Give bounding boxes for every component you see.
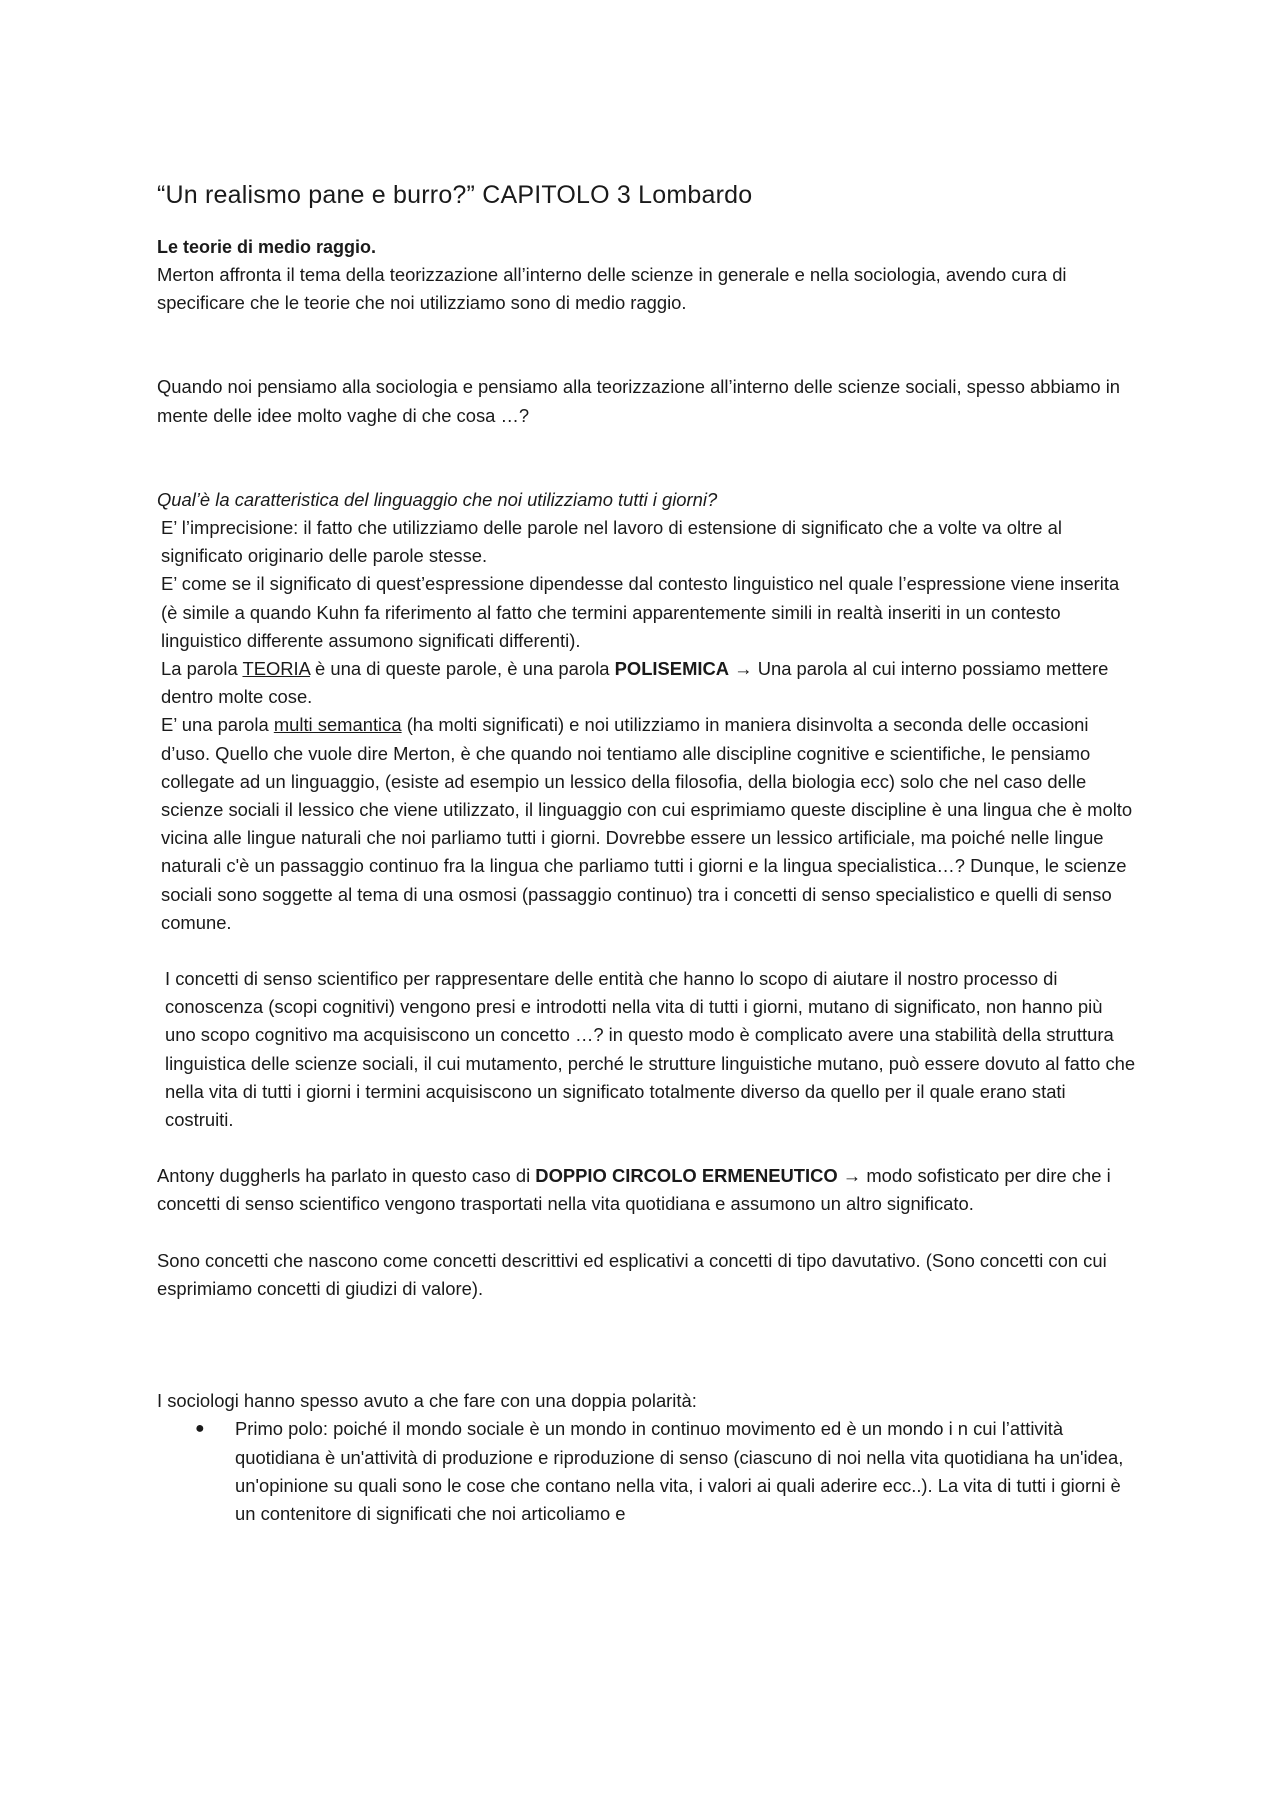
bullet-icon: ●: [195, 1420, 205, 1438]
teoria-middle: è una di queste parole, è una parola: [309, 658, 615, 680]
paragraph-come-se: E’ come se il significato di quest’espressione dipendesse dal contesto linguistico nel quale l’espressione viene inserita (è simile a quando Kuhn fa riferimento al fatto che termini apparentemente simili in realtà inseriti in un contesto linguistico differente assumono significati differenti).: [161, 573, 1120, 651]
multi-prefix: E’ una parola: [161, 714, 274, 736]
antony-suffix: → modo sofisticato per dire che i concetti di senso scientifico vengono trasportati nella vita quotidiana e assumono un altro significato.: [157, 1165, 1111, 1215]
teoria-suffix: → Una parola al cui interno possiamo mettere dentro molte cose.: [161, 658, 1109, 708]
paragraph-multi-semantica: [157, 711, 1137, 937]
antony-prefix: Antony duggherls ha parlato in questo caso di: [157, 1165, 536, 1187]
question-heading: Qual’è la caratteristica del linguaggio che noi utilizziamo tutti i giorni?: [157, 488, 718, 510]
paragraph-quando: Quando noi pensiamo alla sociologia e pensiamo alla teorizzazione all’interno delle scienze sociali, spesso abbiamo in mente delle idee molto vaghe di che cosa …?: [157, 376, 1121, 426]
paragraph-sociologi: I sociologi hanno spesso avuto a che fare con una doppia polarità:: [157, 1390, 697, 1412]
list-item: [157, 1415, 1137, 1528]
document-title: “Un realismo pane e burro?” CAPITOLO 3 Lombardo: [157, 181, 753, 209]
document-page: [157, 178, 1137, 1528]
paragraph-antony: [157, 1162, 1137, 1218]
teoria-word: TEORIA: [242, 658, 310, 680]
polisemica-word: POLISEMICA: [614, 658, 730, 680]
paragraph-intro: Merton affronta il tema della teorizzazione all’interno delle scienze in generale e nella sociologia, avendo cura di specificare che le teorie che noi utilizziamo sono di medio raggio.: [157, 264, 1067, 314]
polarity-list: [157, 1415, 1137, 1528]
paragraph-imprecisione: E’ l’imprecisione: il fatto che utilizziamo delle parole nel lavoro di estensione di significato che a volte va oltre al significato originario delle parole stesse.: [161, 517, 1062, 567]
paragraph-concetti: I concetti di senso scientifico per rappresentare delle entità che hanno lo scopo di aiutare il nostro processo di conoscenza (scopi cognitivi) vengono presi e introdotti nella vita di tutti i giorni, mutano di significato, non hanno più uno scopo cognitivo ma acquisiscono un concetto …? in questo modo è complicato avere una stabilità della struttura linguistica delle scienze sociali, il cui mutamento, perché le strutture linguistiche mutano, può essere dovuto al fatto che nella vita di tutti i giorni i termini acquisiscono un significato totalmente diverso da quello per il quale erano stati costruiti.: [165, 968, 1136, 1131]
multi-suffix: (ha molti significati) e noi utilizziamo in maniera disinvolta a seconda delle occasioni d’uso. Quello che vuole dire Merton, è che quando noi tentiamo alle discipline cognitive e scientifiche, le pensiamo collegate ad un linguaggio, (esiste ad esempio un lessico della filosofia, della biologia ecc) solo che nel caso delle scienze sociali il lessico che viene utilizzato, il linguaggio con cui esprimiamo queste discipline è una lingua che è molto vicina alle lingue naturali che noi parliamo tutti i giorni. Dovrebbe essere un lessico artificiale, ma poiché nelle lingue naturali c'è un passaggio continuo fra la lingua che parliamo tutti i giorni e la lingua specialistica…? Dunque, le scienze sociali sono soggette al tema di una osmosi (passaggio continuo) tra i concetti di senso specialistico e quelli di senso comune.: [161, 714, 1133, 933]
paragraph-teoria: [157, 655, 1137, 711]
paragraph-sono-concetti: Sono concetti che nascono come concetti descrittivi ed esplicativi a concetti di tipo davutativo. (Sono concetti con cui esprimiamo concetti di giudizi di valore).: [157, 1249, 1107, 1299]
teoria-prefix: La parola: [161, 658, 243, 680]
section-heading: Le teorie di medio raggio.: [157, 237, 377, 257]
multi-semantica-word: multi semantica: [273, 714, 402, 736]
list-item-text: Primo polo: poiché il mondo sociale è un mondo in continuo movimento ed è un mondo i n cui l’attività quotidiana è un'attività di produzione e riproduzione di senso (ciascuno di noi nella vita quotidiana ha un'idea, un'opinione su quali sono le cose che contano nella vita, i valori ai quali aderire ecc..). La vita di tutti i giorni è un contenitore di significati che noi articoliamo e: [235, 1418, 1124, 1524]
doppio-circolo-word: DOPPIO CIRCOLO ERMENEUTICO: [535, 1165, 838, 1187]
